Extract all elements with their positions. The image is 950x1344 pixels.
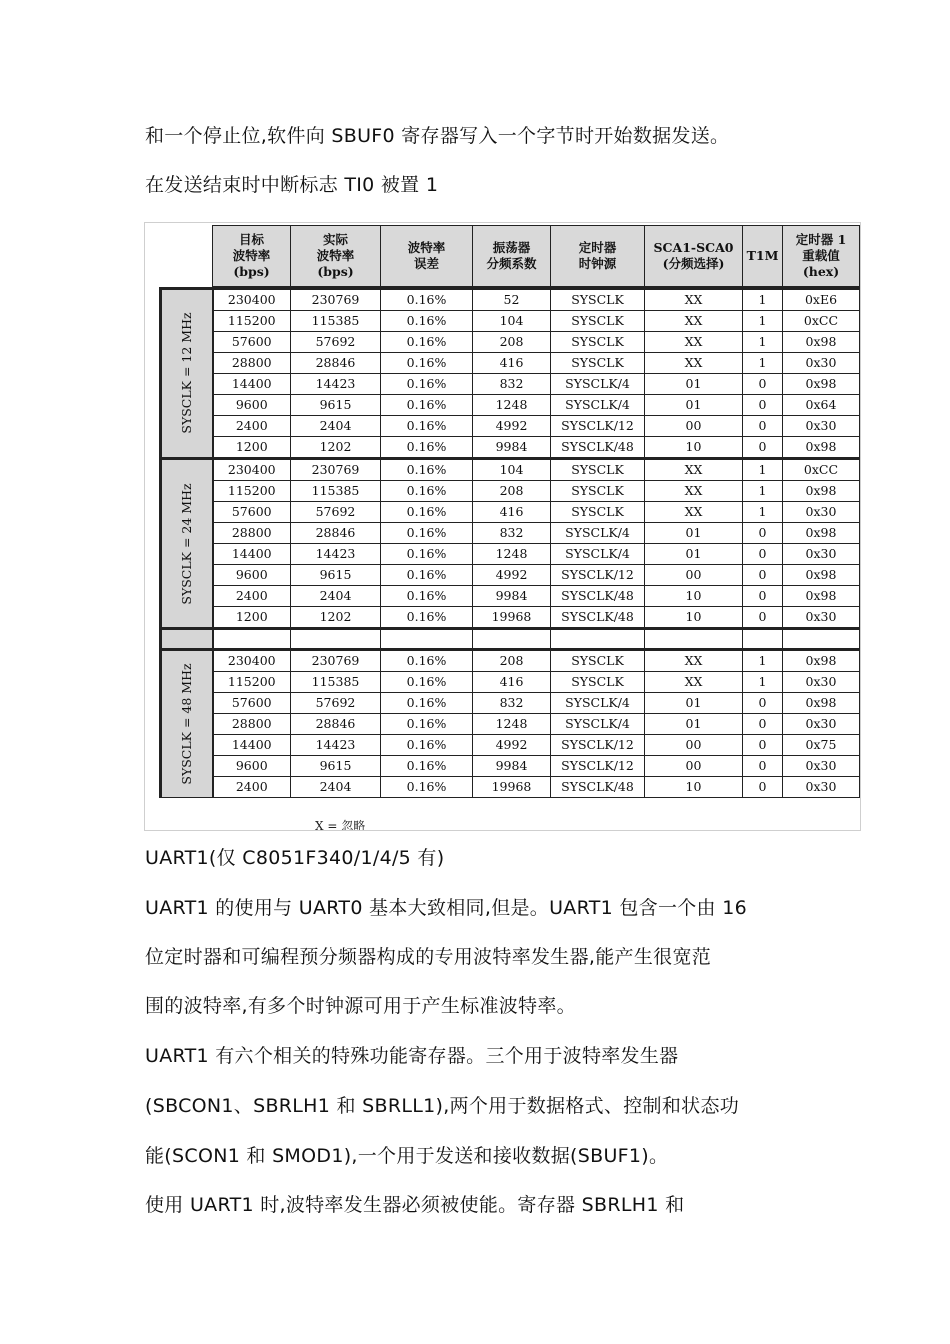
cell-divide-factor: 1248 [473,544,551,565]
cell-reload-value: 0x98 [783,332,860,353]
cell-reload-value: 0x98 [783,374,860,395]
table-row [161,395,860,416]
cell-actual-baud: 2404 [291,777,381,798]
cell-actual-baud: 57692 [291,332,381,353]
table-row [161,693,860,714]
header-target-baud: 目标 波特率 (bps) [213,226,291,289]
cell-divide-factor: 416 [473,502,551,523]
table-row [161,502,860,523]
cell-clock-source: SYSCLK/12 [551,416,645,437]
cell-t1m: 0 [743,565,783,586]
paragraph-line: UART1 的使用与 UART0 基本大致相同,但是。UART1 包含一个由 16 [145,897,747,919]
table-row [161,523,860,544]
cell-actual-baud: 14423 [291,374,381,395]
cell-reload-value: 0x98 [783,481,860,502]
cell-divide-factor: 19968 [473,777,551,798]
cell-baud-error: 0.16% [381,586,473,607]
table-gap-row [161,629,860,650]
cell-actual-baud: 115385 [291,672,381,693]
cell-t1m: 0 [743,544,783,565]
gap-cell [743,629,783,650]
cell-reload-value: 0x30 [783,502,860,523]
cell-sca-select: XX [645,481,743,502]
table-row [161,777,860,798]
baud-rate-table [159,225,860,798]
cell-actual-baud: 1202 [291,437,381,459]
cell-target-baud: 28800 [213,714,291,735]
cell-baud-error: 0.16% [381,607,473,629]
cell-divide-factor: 208 [473,332,551,353]
cell-target-baud: 14400 [213,374,291,395]
baud-rate-table-figure [144,222,861,831]
cell-t1m: 0 [743,374,783,395]
sysclk-group-label [161,288,213,459]
cell-divide-factor: 9984 [473,586,551,607]
paragraph-line: 围的波特率,有多个时钟源可用于产生标准波特率。 [145,995,576,1017]
cell-target-baud: 230400 [213,459,291,481]
cell-actual-baud: 115385 [291,481,381,502]
cell-reload-value: 0x98 [783,437,860,459]
cell-target-baud: 2400 [213,586,291,607]
cell-divide-factor: 104 [473,459,551,481]
cell-clock-source: SYSCLK/12 [551,735,645,756]
cell-reload-value: 0x75 [783,735,860,756]
cell-target-baud: 9600 [213,565,291,586]
cell-sca-select: 00 [645,416,743,437]
cell-clock-source: SYSCLK/4 [551,714,645,735]
cell-sca-select: XX [645,650,743,672]
cell-divide-factor: 208 [473,650,551,672]
cell-sca-select: 01 [645,714,743,735]
cell-reload-value: 0x30 [783,777,860,798]
cell-target-baud: 115200 [213,672,291,693]
cell-reload-value: 0xCC [783,311,860,332]
header-timer-clock-source: 定时器 时钟源 [551,226,645,289]
cell-actual-baud: 28846 [291,714,381,735]
cell-reload-value: 0x30 [783,756,860,777]
cell-divide-factor: 9984 [473,756,551,777]
cell-actual-baud: 115385 [291,311,381,332]
cell-clock-source: SYSCLK [551,672,645,693]
sysclk-group-label [161,459,213,629]
cell-divide-factor: 104 [473,311,551,332]
cell-baud-error: 0.16% [381,544,473,565]
cell-actual-baud: 2404 [291,416,381,437]
table-row [161,756,860,777]
cell-reload-value: 0x98 [783,650,860,672]
cell-sca-select: XX [645,672,743,693]
cell-sca-select: XX [645,353,743,374]
cell-actual-baud: 230769 [291,459,381,481]
cell-sca-select: 10 [645,777,743,798]
table-row [161,650,860,672]
cell-baud-error: 0.16% [381,756,473,777]
cell-t1m: 0 [743,756,783,777]
cell-target-baud: 2400 [213,777,291,798]
cell-baud-error: 0.16% [381,693,473,714]
table-footnote: X = 忽略 [315,819,366,831]
cell-t1m: 0 [743,607,783,629]
cell-t1m: 0 [743,735,783,756]
cell-clock-source: SYSCLK/48 [551,586,645,607]
cell-target-baud: 115200 [213,481,291,502]
cell-baud-error: 0.16% [381,650,473,672]
cell-actual-baud: 2404 [291,586,381,607]
cell-reload-value: 0x30 [783,607,860,629]
cell-baud-error: 0.16% [381,416,473,437]
header-baud-error: 波特率 误差 [381,226,473,289]
cell-baud-error: 0.16% [381,288,473,311]
table-row [161,714,860,735]
cell-target-baud: 9600 [213,756,291,777]
cell-reload-value: 0x98 [783,693,860,714]
table-row [161,374,860,395]
cell-actual-baud: 28846 [291,353,381,374]
cell-t1m: 0 [743,693,783,714]
header-timer1-reload: 定时器 1 重载值 (hex) [783,226,860,289]
cell-sca-select: 00 [645,735,743,756]
gap-cell [291,629,381,650]
gap-cell [213,629,291,650]
cell-target-baud: 115200 [213,311,291,332]
cell-clock-source: SYSCLK [551,481,645,502]
gap-cell [783,629,860,650]
table-row [161,353,860,374]
cell-reload-value: 0x64 [783,395,860,416]
cell-baud-error: 0.16% [381,353,473,374]
table-row [161,544,860,565]
cell-t1m: 0 [743,714,783,735]
cell-divide-factor: 4992 [473,565,551,586]
cell-target-baud: 57600 [213,502,291,523]
cell-target-baud: 1200 [213,607,291,629]
cell-clock-source: SYSCLK/48 [551,607,645,629]
cell-sca-select: 10 [645,437,743,459]
table-header-row [161,226,860,289]
cell-baud-error: 0.16% [381,502,473,523]
cell-baud-error: 0.16% [381,565,473,586]
cell-actual-baud: 57692 [291,693,381,714]
cell-clock-source: SYSCLK [551,650,645,672]
cell-clock-source: SYSCLK [551,353,645,374]
paragraph-line: 和一个停止位,软件向 SBUF0 寄存器写入一个字节时开始数据发送。 [145,125,730,147]
table-row [161,459,860,481]
cell-clock-source: SYSCLK/12 [551,565,645,586]
paragraph-line: (SBCON1、SBRLH1 和 SBRLL1),两个用于数据格式、控制和状态功 [145,1095,740,1117]
cell-baud-error: 0.16% [381,437,473,459]
cell-actual-baud: 57692 [291,502,381,523]
table-row [161,565,860,586]
cell-baud-error: 0.16% [381,311,473,332]
cell-t1m: 0 [743,777,783,798]
cell-sca-select: XX [645,332,743,353]
cell-divide-factor: 9984 [473,437,551,459]
cell-actual-baud: 230769 [291,650,381,672]
cell-sca-select: 00 [645,756,743,777]
table-row [161,607,860,629]
cell-clock-source: SYSCLK/4 [551,374,645,395]
cell-baud-error: 0.16% [381,395,473,416]
cell-t1m: 1 [743,311,783,332]
cell-sca-select: 10 [645,586,743,607]
cell-baud-error: 0.16% [381,777,473,798]
sysclk-group-label [161,650,213,798]
table-row [161,481,860,502]
paragraph-line: 使用 UART1 时,波特率发生器必须被使能。寄存器 SBRLH1 和 [145,1194,685,1216]
cell-reload-value: 0xCC [783,459,860,481]
cell-baud-error: 0.16% [381,523,473,544]
cell-sca-select: 01 [645,544,743,565]
cell-sca-select: XX [645,311,743,332]
gap-cell [473,629,551,650]
sysclk-group-label-text: SYSCLK = 48 MHz [178,663,194,785]
cell-clock-source: SYSCLK/4 [551,395,645,416]
header-actual-baud: 实际 波特率 (bps) [291,226,381,289]
cell-target-baud: 9600 [213,395,291,416]
cell-reload-value: 0x30 [783,672,860,693]
cell-divide-factor: 52 [473,288,551,311]
cell-sca-select: 01 [645,693,743,714]
cell-actual-baud: 230769 [291,288,381,311]
cell-reload-value: 0x30 [783,544,860,565]
cell-t1m: 1 [743,481,783,502]
cell-target-baud: 230400 [213,288,291,311]
gap-cell [161,629,213,650]
table-row [161,288,860,311]
paragraph-line: UART1 有六个相关的特殊功能寄存器。三个用于波特率发生器 [145,1045,679,1067]
cell-baud-error: 0.16% [381,459,473,481]
cell-baud-error: 0.16% [381,714,473,735]
cell-baud-error: 0.16% [381,481,473,502]
cell-t1m: 1 [743,353,783,374]
gap-cell [381,629,473,650]
sysclk-group-label-text: SYSCLK = 24 MHz [178,482,194,605]
cell-divide-factor: 208 [473,481,551,502]
cell-reload-value: 0x30 [783,353,860,374]
cell-sca-select: XX [645,459,743,481]
cell-actual-baud: 9615 [291,395,381,416]
cell-target-baud: 57600 [213,332,291,353]
header-blank-cell [161,226,213,289]
cell-target-baud: 1200 [213,437,291,459]
cell-clock-source: SYSCLK [551,502,645,523]
cell-sca-select: XX [645,502,743,523]
cell-clock-source: SYSCLK [551,332,645,353]
cell-clock-source: SYSCLK [551,459,645,481]
header-sca-select: SCA1-SCA0 (分频选择) [645,226,743,289]
cell-sca-select: 00 [645,565,743,586]
cell-target-baud: 230400 [213,650,291,672]
cell-divide-factor: 4992 [473,416,551,437]
header-oscillator-divide: 振荡器 分频系数 [473,226,551,289]
cell-reload-value: 0x98 [783,523,860,544]
cell-baud-error: 0.16% [381,672,473,693]
cell-target-baud: 2400 [213,416,291,437]
cell-actual-baud: 9615 [291,565,381,586]
cell-sca-select: 01 [645,523,743,544]
cell-divide-factor: 832 [473,374,551,395]
paragraph-line: 能(SCON1 和 SMOD1),一个用于发送和接收数据(SBUF1)。 [145,1145,669,1167]
cell-reload-value: 0xE6 [783,288,860,311]
cell-clock-source: SYSCLK/12 [551,756,645,777]
cell-actual-baud: 9615 [291,756,381,777]
table-row [161,332,860,353]
cell-reload-value: 0x30 [783,416,860,437]
cell-sca-select: XX [645,288,743,311]
cell-t1m: 0 [743,437,783,459]
cell-actual-baud: 1202 [291,607,381,629]
table-row [161,586,860,607]
cell-t1m: 1 [743,459,783,481]
cell-actual-baud: 28846 [291,523,381,544]
table-row [161,735,860,756]
cell-reload-value: 0x30 [783,714,860,735]
sysclk-group-label-text: SYSCLK = 12 MHz [178,312,194,434]
cell-reload-value: 0x98 [783,586,860,607]
table-body [161,288,860,798]
table-row [161,437,860,459]
cell-target-baud: 28800 [213,523,291,544]
cell-sca-select: 01 [645,374,743,395]
cell-clock-source: SYSCLK [551,311,645,332]
cell-t1m: 0 [743,523,783,544]
paragraph-line: 在发送结束时中断标志 TI0 被置 1 [145,174,439,196]
cell-t1m: 1 [743,332,783,353]
header-t1m: T1M [743,226,783,289]
cell-sca-select: 01 [645,395,743,416]
cell-t1m: 1 [743,502,783,523]
cell-actual-baud: 14423 [291,735,381,756]
cell-divide-factor: 19968 [473,607,551,629]
cell-clock-source: SYSCLK/48 [551,437,645,459]
cell-baud-error: 0.16% [381,735,473,756]
cell-t1m: 1 [743,288,783,311]
cell-divide-factor: 416 [473,353,551,374]
cell-actual-baud: 14423 [291,544,381,565]
cell-divide-factor: 416 [473,672,551,693]
table-row [161,416,860,437]
cell-baud-error: 0.16% [381,332,473,353]
table-row [161,672,860,693]
paragraph-line: UART1(仅 C8051F340/1/4/5 有) [145,847,445,869]
cell-t1m: 0 [743,586,783,607]
cell-clock-source: SYSCLK [551,288,645,311]
cell-divide-factor: 4992 [473,735,551,756]
cell-clock-source: SYSCLK/4 [551,523,645,544]
cell-divide-factor: 1248 [473,395,551,416]
gap-cell [645,629,743,650]
cell-divide-factor: 832 [473,523,551,544]
cell-target-baud: 14400 [213,544,291,565]
cell-target-baud: 14400 [213,735,291,756]
gap-cell [551,629,645,650]
paragraph-line: 位定时器和可编程预分频器构成的专用波特率发生器,能产生很宽范 [145,946,712,968]
cell-t1m: 1 [743,672,783,693]
cell-reload-value: 0x98 [783,565,860,586]
cell-target-baud: 28800 [213,353,291,374]
cell-target-baud: 57600 [213,693,291,714]
cell-divide-factor: 832 [473,693,551,714]
cell-clock-source: SYSCLK/4 [551,544,645,565]
cell-sca-select: 10 [645,607,743,629]
cell-t1m: 0 [743,395,783,416]
cell-t1m: 0 [743,416,783,437]
cell-clock-source: SYSCLK/4 [551,693,645,714]
cell-clock-source: SYSCLK/48 [551,777,645,798]
cell-t1m: 1 [743,650,783,672]
table-row [161,311,860,332]
cell-divide-factor: 1248 [473,714,551,735]
cell-baud-error: 0.16% [381,374,473,395]
